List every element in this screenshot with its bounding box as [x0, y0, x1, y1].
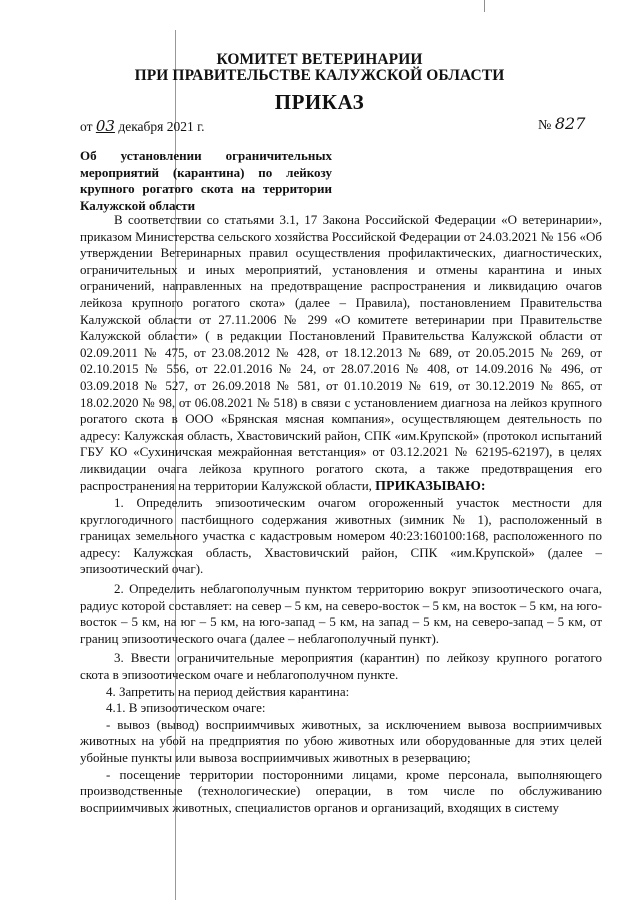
subject-line: Об установлении ограничительных [80, 148, 332, 163]
date-month-year: декабря 2021 г. [118, 119, 205, 134]
order-body [80, 212, 602, 816]
subject-line: крупного рогатого скота на территории [80, 181, 332, 196]
number-handwritten: 827 [554, 114, 586, 133]
clause-1: 1. Определить эпизоотическим очагом огороженный участок местности для круглогодичного пастбищного содержания животных (зимник № 1), расположенный в границах земельного участка с кадастровым номером 40:23:160100:168, расположенного по адресу: Калужская область, Хвастовичский район, СПК «им.Крупской» (далее – эпизоотический очаг). [80, 495, 602, 577]
preamble-paragraph [80, 212, 602, 495]
date-prefix: от [80, 119, 93, 134]
clause-bullet: - вывоз (вывод) восприимчивых животных, за исключением вывоза восприимчивых животных на убой на предприятия по убою животных или оборудованные для этих целей убойные пункты или вывоза восприимчивых животных в резервацию; [80, 716, 602, 765]
clause-4: 4. Запретить на период действия карантина: [106, 683, 350, 699]
document-type-title: ПРИКАЗ [274, 90, 365, 114]
subject-line: Калужской области [80, 197, 196, 213]
clause-3: 3. Ввести ограничительные мероприятия (карантин) по лейкозу крупного рогатого скота в эпизоотическом очаге и неблагополучном пункте. [80, 650, 602, 683]
document-number [538, 114, 585, 134]
scan-edge-mark [484, 0, 485, 12]
number-prefix: № [538, 118, 552, 133]
clause-4-1: 4.1. В эпизоотическом очаге: [106, 700, 266, 716]
subject-line: мероприятий (карантина) по лейкозу [80, 164, 332, 180]
clause-bullet: - посещение территории посторонними лицами, кроме персонала, выполняющего производственные (технологические) операции, в том числе по обслуживанию восприимчивых животных, специалистов органов и организаций, входящих в систему [80, 766, 602, 815]
document-date [80, 117, 205, 135]
order-subject [80, 148, 332, 214]
preamble-text: В соответствии со статьями 3.1, 17 Закона Российской Федерации «О ветеринарии», приказом Министерства сельского хозяйства Российской Федерации от 24.03.2021 № 156 «Об утверждении Ветеринарных правил осуществления профилактических, диагностических, ограничительных и иных мероприятий, установления и отмены карантина и иных ограничений, направленных на предотвращение распространения и ликвидацию очагов лейкоза крупного рогатого скота» (далее – Правила), постановлением Правительства Калужской области от 27.11.2006 № 299 «О комитете ветеринарии при Правительстве Калужской области» ( в редакции Постановлений Правительства Калужской области от 02.09.2011 № 475, от 23.08.2012 № 428, от 18.12.2013 № 689, от 20.05.2015 № 269, от 02.10.2015 № 556, от 22.01.2016 № 24, от 28.07.2016 № 408, от 14.09.2016 № 496, от 03.09.2018 № 527, от 26.09.2018 № 581, от 01.10.2019 № 619, от 30.12.2019 № 865, от 18.02.2020 № 98, от 06.08.2021 № 518) в связи с установлением диагноза на лейкоз крупного рогатого скота в ООО «Брянская мясная компания», осуществляющем деятельность по адресу: Калужская область, Хвастовичский район, СПК «им.Крупской» (протокол испытаний ГБУ КО «Сухиничская межрайонная ветстанция» от 03.12.2021 № 62195-62197), в целях ликвидации очага лейкоза крупного рогатого скота, а также предотвращения его распространения на территории Калужской области, [80, 212, 602, 493]
org-name-line2: ПРИ ПРАВИТЕЛЬСТВЕ КАЛУЖСКОЙ ОБЛАСТИ [134, 67, 505, 84]
date-day-handwritten: 03 [95, 117, 115, 135]
clause-2: 2. Определить неблагополучным пунктом территорию вокруг эпизоотического очага, радиус которой составляет: на север – 5 км, на северо-восток – 5 км, на восток – 5 км, на юго-восток – 5 км, на юг – 5 км, на юго-запад – 5 км, на запад – 5 км, на северо-запад – 5 км, от границ эпизоотического очага (далее – неблагополучный пункт). [80, 581, 602, 646]
org-name-line1: КОМИТЕТ ВЕТЕРИНАРИИ [216, 51, 423, 68]
order-word: ПРИКАЗЫВАЮ: [375, 478, 486, 494]
